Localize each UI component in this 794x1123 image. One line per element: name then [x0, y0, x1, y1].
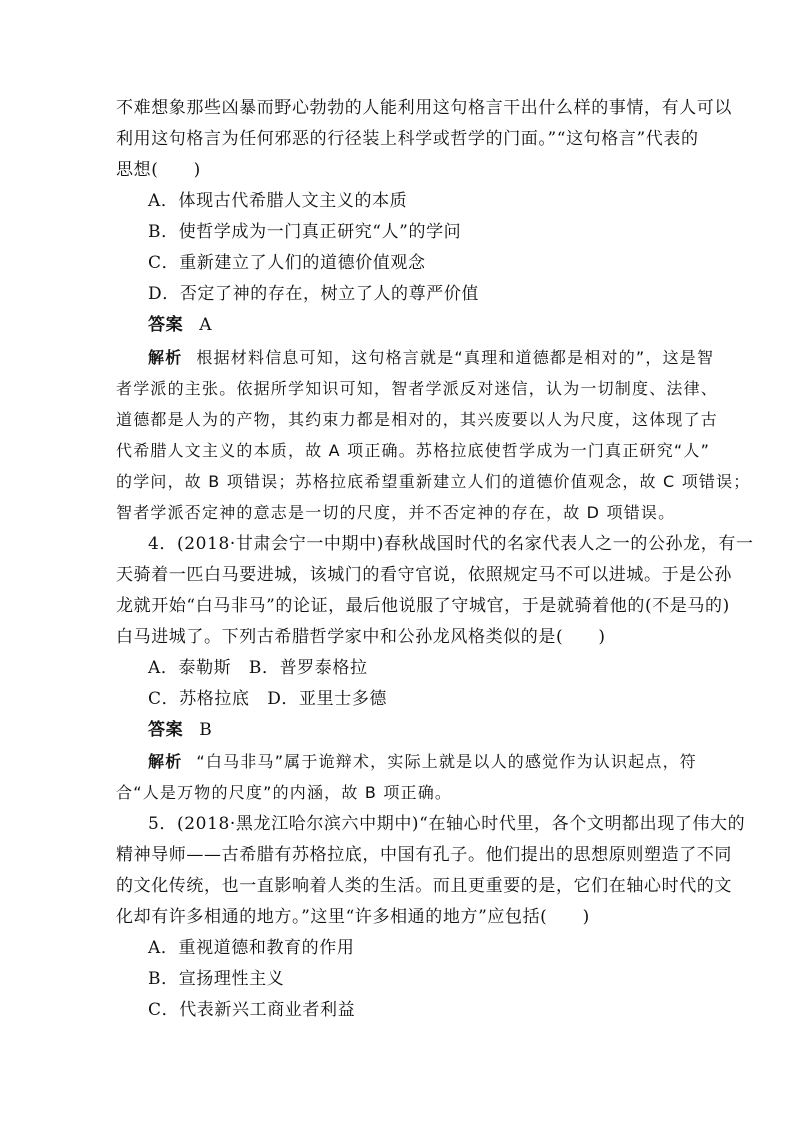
q4-analysis-line: 合“人是万物的尺度”的内涵，故 B 项正确。 [116, 783, 453, 802]
q4-stem-line: 龙就开始“白马非马”的论证，最后他说服了守城官，于是就骑着他的(不是马的) [116, 596, 730, 616]
q3-answer [148, 314, 212, 336]
q5-stem-line: 精神导师——古希腊有苏格拉底，中国有孔子。他们提出的思想原则塑造了不同 [116, 845, 732, 865]
q3-analysis-line: 的学问，故 B 项错误；苏格拉底希望重新建立人们的道德价值观念，故 C 项错误； [116, 472, 751, 491]
q4-stem-line: 天骑着一匹白马要进城，该城门的看守官说，依照规定马不可以进城。于是公孙 [116, 565, 732, 585]
q5-option-a: A．重视道德和教育的作用 [148, 938, 355, 958]
answer-label: 答案 [148, 315, 184, 335]
q3-stem-line: 思想( ) [116, 160, 201, 180]
q5-stem-line: 的文化传统，也一直影响着人类的生活。而且更重要的是，它们在轴心时代的文 [116, 876, 732, 896]
q3-option-b: B．使哲学成为一门真正研究“人”的学问 [148, 222, 462, 242]
q3-option-a: A．体现古代希腊人文主义的本质 [148, 191, 408, 211]
answer-value: B [199, 720, 213, 740]
q4-options-cd: C．苏格拉底 D．亚里士多德 [148, 689, 388, 709]
analysis-label: 解析 [148, 348, 183, 367]
q3-analysis-first [148, 347, 714, 369]
analysis-text: 根据材料信息可知，这句格言就是“真理和道德都是相对的”，这是智 [196, 348, 715, 367]
q3-stem-line: 不难想象那些凶暴而野心勃勃的人能利用这句格言干出什么样的事情，有人可以 [116, 98, 732, 118]
q3-option-d: D．否定了神的存在，树立了人的尊严价值 [148, 284, 480, 304]
q3-analysis-line: 代希腊人文主义的本质，故 A 项正确。苏格拉底使哲学成为一门真正研究“人” [116, 441, 711, 460]
q5-stem-first: 5．(2018·黑龙江哈尔滨六中期中)“在轴心时代里，各个文明都出现了伟大的 [148, 814, 746, 834]
q5-option-c: C．代表新兴工商业者利益 [148, 1000, 356, 1020]
q4-answer [148, 719, 212, 741]
q3-analysis-line: 者学派的主张。依据所学知识可知，智者学派反对迷信，认为一切制度、法律、 [116, 379, 719, 398]
analysis-label: 解析 [148, 752, 183, 771]
q5-option-b: B．宣扬理性主义 [148, 969, 285, 989]
q4-stem-first: 4．(2018·甘肃会宁一中期中)春秋战国时代的名家代表人之一的公孙龙，有一 [148, 534, 754, 554]
q3-analysis-line: 道德都是人为的产物，其约束力都是相对的，其兴废要以人为尺度，这体现了古 [116, 410, 719, 429]
q3-option-c: C．重新建立了人们的道德价值观念 [148, 253, 426, 273]
answer-value: A [199, 315, 213, 335]
q4-analysis-first [148, 751, 697, 773]
q5-stem-line: 化却有许多相通的地方。”这里“许多相通的地方”应包括( ) [116, 907, 590, 927]
analysis-text: “白马非马”属于诡辩术，实际上就是以人的感觉作为认识起点，符 [196, 752, 697, 771]
q3-analysis-line: 智者学派否定神的意志是一切的尺度，并不否定神的存在，故 D 项错误。 [116, 503, 676, 522]
q4-stem-line: 白马进城了。下列古希腊哲学家中和公孙龙风格类似的是( ) [116, 627, 606, 647]
q3-stem-line: 利用这句格言为任何邪恶的行径装上科学或哲学的门面。”“这句格言”代表的 [116, 129, 699, 149]
q4-options-ab: A．泰勒斯 B．普罗泰格拉 [148, 658, 368, 678]
answer-label: 答案 [148, 720, 184, 740]
